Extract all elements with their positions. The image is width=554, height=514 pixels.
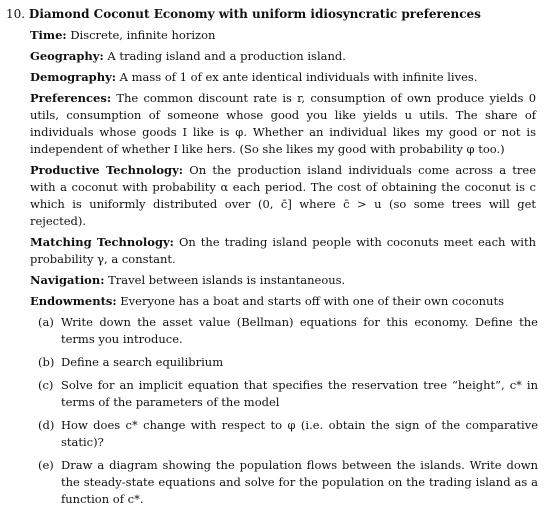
problem-heading [6, 7, 481, 21]
section-label: Matching Technology: [30, 235, 174, 249]
section-navigation [30, 272, 536, 289]
question-text: How does c* change with respect to φ (i.e. obtain the sign of the comparative static)? [61, 418, 538, 449]
section-text: Everyone has a boat and starts off with one of their own coconuts [120, 294, 504, 308]
question-letter: (c) [38, 378, 54, 392]
question-text: Write down the asset value (Bellman) equations for this economy. Define the terms you introduce. [61, 315, 538, 346]
question-a [38, 314, 538, 348]
question-text: Solve for an implicit equation that specifies the reservation tree “height”, c* in terms of the parameters of the model [61, 378, 538, 409]
section-time [30, 27, 536, 44]
section-productive-technology [30, 162, 536, 230]
problem-title: Diamond Coconut Economy with uniform idiosyncratic preferences [28, 7, 481, 21]
question-letter: (d) [38, 418, 55, 432]
section-geography [30, 48, 536, 65]
section-label: Time: [30, 28, 67, 42]
question-text: Define a search equilibrium [61, 355, 224, 369]
section-text: Discrete, infinite horizon [70, 28, 216, 42]
problem-number: 10. [6, 7, 26, 21]
model-description [30, 27, 536, 314]
section-text: On the trading island people with coconuts meet each with probability γ, a constant. [30, 235, 536, 266]
section-text: A mass of 1 of ex ante identical individuals with infinite lives. [119, 70, 478, 84]
section-demography [30, 69, 536, 86]
question-letter: (e) [38, 458, 54, 472]
section-text: The common discount rate is r, consumption of own produce yields 0 utils, consumption of someone whose good you like yields u utils. The share of individuals whose goods I like is φ. Whether an individual likes my good or not is independent of whether I like hers. (So she likes my good with probability φ too.) [30, 91, 537, 156]
question-letter: (b) [38, 355, 55, 369]
section-matching-technology [30, 234, 536, 268]
question-c [38, 377, 538, 411]
section-endowments [30, 293, 536, 310]
question-letter: (a) [38, 315, 54, 329]
question-list [38, 314, 538, 514]
section-label: Preferences: [30, 91, 112, 105]
section-label: Endowments: [30, 294, 117, 308]
section-preferences [30, 90, 536, 158]
section-label: Navigation: [30, 273, 105, 287]
question-b [38, 354, 538, 371]
question-d [38, 417, 538, 451]
question-e [38, 457, 538, 508]
section-text: Travel between islands is instantaneous. [108, 273, 346, 287]
section-label: Demography: [30, 70, 117, 84]
question-text: Draw a diagram showing the population flows between the islands. Write down the steady-state equations and solve for the population on the trading island as a function of c*. [61, 458, 538, 506]
section-text: On the production island individuals come across a tree with a coconut with probability α each period. The cost of obtaining the coconut is c which is uniformly distributed over (0, c̄] where c̄ > u (so some trees will get rejected). [30, 163, 537, 228]
section-text: A trading island and a production island. [107, 49, 346, 63]
section-label: Productive Technology: [30, 163, 184, 177]
section-label: Geography: [30, 49, 104, 63]
